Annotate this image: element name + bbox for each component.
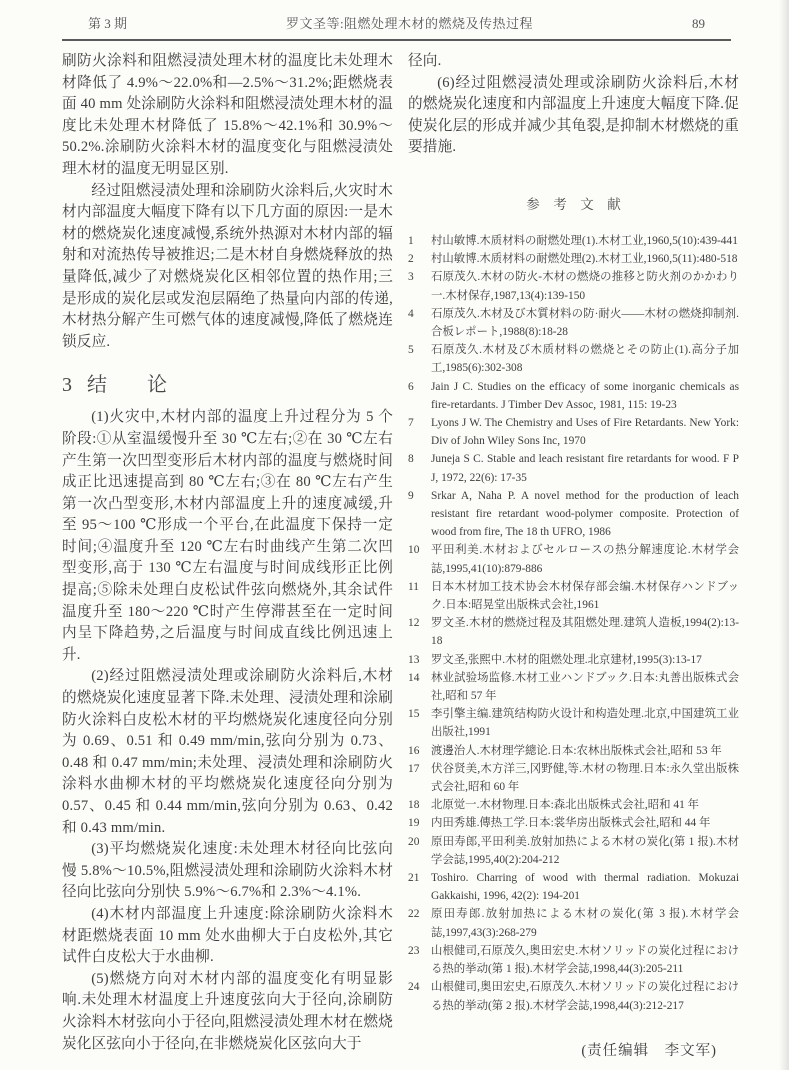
left-column bbox=[62, 51, 393, 1060]
reference-item bbox=[408, 414, 739, 450]
reference-text: 罗文圣,张熙中.木材的阻燃处理.北京建材,1995(3):13-17 bbox=[431, 653, 702, 666]
reference-item bbox=[408, 232, 739, 250]
paragraph: (3)平均燃烧炭化速度:未处理木材径向比弦向慢 5.8%～10.5%,阻燃浸渍处理和涂刷防火涂料木材径向比弦向分别快 5.9%～6.7%和 2.3%～4.1%. bbox=[62, 841, 393, 901]
paragraph: 径向. bbox=[408, 53, 442, 69]
reference-item bbox=[408, 796, 739, 814]
page-header bbox=[62, 13, 731, 32]
reference-text: Jain J C. Studies on the efficacy of some inorganic chemicals as fire-retardants. J Timber Dev Assoc, 1981, 115: 19-23 bbox=[431, 380, 739, 411]
reference-item bbox=[408, 978, 739, 1014]
reference-text: Juneja S C. Stable and leach resistant fire retardants for wood. F P J, 1972, 22(6): 17-35 bbox=[431, 453, 739, 484]
reference-text: 石原茂久.木材及び木质材料の燃烧とその防止(1).高分子加工,1985(6):302-308 bbox=[431, 344, 739, 375]
reference-item bbox=[408, 833, 739, 869]
running-title: 罗文圣等:阻燃处理木材的燃烧及传热过程 bbox=[285, 16, 534, 31]
article-body bbox=[62, 51, 739, 1060]
reference-item bbox=[408, 905, 739, 941]
paragraph: (5)燃烧方向对木材内部的温度变化有明显影响.未处理木材温度上升速度弦向大于径向,涂刷防火涂料木材弦向小于径向,阻燃浸渍处理木材在燃烧炭化区弦向小于径向,在非燃烧炭化区弦向大于 bbox=[62, 970, 393, 1052]
paragraph: (4)木材内部温度上升速度:除涂刷防火涂料木材距燃烧表面 10 mm 处水曲柳大于白皮松外,其它试件白皮松大于水曲柳. bbox=[62, 905, 393, 966]
reference-text: 日本木材加工技术协会木材保存部会编.木材保存ハンドブック.日本:昭晃堂出版株式会社,1961 bbox=[431, 580, 739, 612]
editor-note: (责任编辑 李文军) bbox=[581, 1042, 717, 1059]
reference-number: 3 bbox=[408, 271, 414, 284]
issue-label: 第 3 期 bbox=[88, 16, 128, 31]
paragraph: 经过阻燃浸渍处理和涂刷防火涂料后,火灾时木材内部温度大幅度下降有以下几方面的原因:一是木材的燃烧炭化速度减慢,系统外热源对木材内部的辐射和对流热传导被推迟;二是木材自身燃烧释放的热量降低,减少了对燃烧炭化区相邻位置的热作用;三是形成的炭化层或发泡层隔绝了热量向内部的传递,木材热分解产生可燃气体的速度减慢,降低了燃烧连锁反应. bbox=[62, 182, 393, 350]
reference-item bbox=[408, 578, 739, 614]
reference-number: 24 bbox=[408, 981, 420, 994]
reference-item bbox=[408, 942, 739, 978]
reference-item bbox=[408, 651, 739, 669]
references-heading: 参 考 文 献 bbox=[526, 196, 621, 212]
reference-number: 13 bbox=[408, 653, 420, 666]
right-column bbox=[408, 51, 739, 1060]
reference-number: 2 bbox=[408, 253, 414, 266]
reference-item bbox=[408, 705, 739, 741]
reference-list bbox=[408, 232, 739, 1015]
reference-item bbox=[408, 250, 739, 268]
reference-text: 石原茂久.木材の防火-木材の燃烧の推移と防火剂のかかわり一.木材保存,1987,13(4):139-150 bbox=[431, 271, 739, 302]
reference-text: Lyons J W. The Chemistry and Uses of Fire Retardants. New York: Div of John Wiley Sons Inc, 1970 bbox=[431, 417, 739, 448]
reference-number: 4 bbox=[408, 307, 414, 320]
reference-item bbox=[408, 450, 739, 486]
reference-number: 12 bbox=[408, 617, 420, 630]
reference-item bbox=[408, 341, 739, 377]
reference-item bbox=[408, 742, 739, 760]
reference-number: 16 bbox=[408, 744, 420, 757]
reference-text: 山根健司,奥田宏史,石原茂久.木材ソリッドの炭化过程における热的挙动(第 2 报).木材学会誌,1998,44(3):212-217 bbox=[431, 981, 739, 1012]
reference-text: 李引擎主编.建筑结构防火设计和构造处理.北京,中国建筑工业出版社,1991 bbox=[431, 708, 739, 739]
reference-text: Srkar A, Naha P. A novel method for the production of leach resistant fire retardant wood-polymer composite. Protection of wood from fire, The 18 th UFRO, 1986 bbox=[431, 489, 739, 539]
reference-item bbox=[408, 614, 739, 650]
section-number: 3 bbox=[62, 374, 72, 397]
reference-text: 林业試验场监修.木材工业ハンドブック.日本:丸善出版株式会社,昭和 57 年 bbox=[431, 671, 739, 703]
paragraph: 刷防火涂料和阻燃浸渍处理木材的温度比未处理木材降低了 4.9%～22.0%和—2.5%～31.2%;距燃烧表面 40 mm 处涂刷防火涂料和阻燃浸渍处理木材的温度比未处理木材降低了 15.8%～42.1%和 30.9%～50.2%.涂刷防火涂料木材的温度变化与阻燃浸渍处理木材的温度无明显区别. bbox=[62, 53, 393, 177]
reference-text: 石原茂久.木材及び木質材料の防·耐火——木材の燃烧抑制剂.合板レポート,1988(8):18-28 bbox=[431, 307, 739, 338]
reference-number: 6 bbox=[408, 380, 414, 393]
reference-text: 平田利美.木材およびセルロースの热分解速度论.木材学会誌,1995,41(10):879-886 bbox=[431, 544, 739, 575]
reference-number: 17 bbox=[408, 762, 420, 775]
page-number: 89 bbox=[692, 16, 705, 31]
reference-item bbox=[408, 305, 739, 341]
reference-text: 村山敏博.木质材料の耐燃处理(1).木材工业,1960,5(10):439-441 bbox=[431, 234, 738, 247]
reference-text: 山根健司,石原茂久,奥田宏史.木材ソリッドの炭化过程における热的挙动(第 1 报).木材学会誌,1998,44(3):205-211 bbox=[431, 944, 739, 976]
reference-number: 19 bbox=[408, 817, 420, 830]
reference-number: 14 bbox=[408, 671, 420, 684]
reference-number: 11 bbox=[408, 580, 419, 593]
reference-item bbox=[408, 378, 739, 414]
reference-number: 23 bbox=[408, 944, 420, 957]
reference-item bbox=[408, 268, 739, 304]
reference-number: 5 bbox=[408, 344, 414, 357]
section-heading bbox=[62, 368, 393, 397]
reference-number: 10 bbox=[408, 544, 420, 557]
reference-text: Toshiro. Charring of wood with thermal radiation. Mokuzai Gakkaishi, 1996, 42(2): 194-201 bbox=[431, 872, 739, 903]
reference-item bbox=[408, 760, 739, 796]
reference-number: 18 bbox=[408, 799, 420, 812]
reference-item bbox=[408, 487, 739, 542]
reference-text: 罗文圣.木材的燃烧过程及其阻燃处理.建筑人造板,1994(2):13-18 bbox=[431, 617, 739, 648]
reference-text: 村山敏博.木质材料の耐燃处理(2).木材工业,1960,5(11):480-518 bbox=[431, 253, 738, 266]
paragraph: (1)火灾中,木材内部的温度上升过程分为 5 个阶段:①从室温缓慢升至 30 ℃左右;②在 30 ℃左右产生第一次凹型变形后木材内部的温度与燃烧时间成正比迅速提高到 80 ℃左右;③在 80 ℃左右产生第一次凸型变形,木材内部温度上升的速度减缓,升至 95～100 ℃形成一个平台,在此温度下保持一定时间;④温度升至 120 ℃左右时曲线产生第二次凹型变形,高于 130 ℃左右温度与时间成线形正比例提高;⑤除未处理白皮松试件弦向燃烧外,其余试件温度升至 180～220 ℃时产生停滞甚至在一定时间内呈下降趋势,之后温度与时间成直线比例迅速上升. bbox=[62, 409, 393, 663]
paragraph: (6)经过阻燃浸渍处理或涂刷防火涂料后,木材的燃烧炭化速度和内部温度上升速度大幅度下降.促使炭化层的形成并减少其龟裂,是抑制木材燃烧的重要措施. bbox=[408, 74, 739, 156]
reference-text: 伏谷贤美,木方洋三,冈野健,等.木材の物理.日本:永久堂出版株式会社,昭和 60 年 bbox=[431, 762, 739, 794]
reference-item bbox=[408, 869, 739, 905]
reference-number: 1 bbox=[408, 234, 414, 247]
reference-number: 7 bbox=[408, 417, 414, 429]
reference-number: 21 bbox=[408, 872, 420, 885]
reference-number: 9 bbox=[408, 489, 414, 502]
section-title: 结 论 bbox=[87, 374, 167, 397]
reference-text: 原田寿郎,平田利美.放射加热による木材の炭化(第 1 报).木材学会誌,1995,40(2):204-212 bbox=[431, 835, 739, 866]
reference-number: 15 bbox=[408, 708, 420, 721]
reference-text: 内田秀雄.傳热工学.日本:裳华房出版株式会社,昭和 44 年 bbox=[431, 817, 711, 830]
paragraph: (2)经过阻燃浸渍处理或涂刷防火涂料后,木材的燃烧炭化速度显著下降.未处理、浸渍处理和涂刷防火涂料白皮松木材的平均燃烧炭化速度径向分别为 0.69、0.51 和 0.49 mm/min,弦向分别为 0.73、0.48 和 0.47 mm/min;未处理、浸渍处理和涂刷防火涂料水曲柳木材的平均燃烧炭化速度径向分别为 0.57、0.45 和 0.44 mm/min,弦向分别为 0.63、0.42 和 0.43 mm/min. bbox=[62, 668, 393, 836]
reference-text: 渡邊治人.木材理学總论.日本:农林出版株式会社,昭和 53 年 bbox=[431, 744, 722, 757]
header-rule bbox=[62, 39, 731, 41]
reference-number: 8 bbox=[408, 453, 414, 466]
reference-number: 20 bbox=[408, 835, 420, 848]
reference-text: 原田寿郎.放射加热による木材の炭化(第 3 报).木材学会誌,1997,43(3):268-279 bbox=[431, 908, 739, 939]
reference-number: 22 bbox=[408, 908, 420, 921]
reference-item bbox=[408, 814, 739, 832]
reference-item bbox=[408, 541, 739, 577]
reference-text: 北原觉一.木材物理.日本:森北出版株式会社,昭和 41 年 bbox=[431, 799, 699, 812]
reference-item bbox=[408, 669, 739, 705]
